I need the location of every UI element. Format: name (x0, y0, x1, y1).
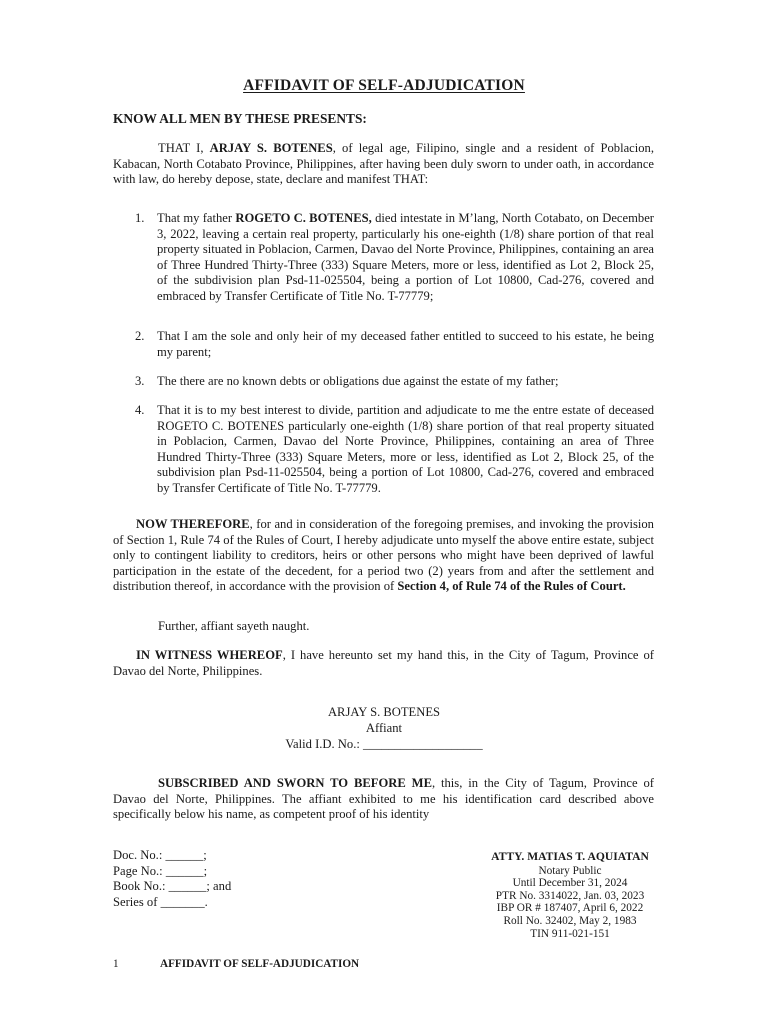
witness-body: , I have hereunto set my hand this, in the City of Tagum, Province of Davao del Norte, Philippines. (113, 648, 654, 678)
sworn-paragraph (113, 776, 654, 823)
notary-ptr: PTR No. 3314022, Jan. 03, 2023 (495, 889, 645, 902)
intro-pre: THAT I, (158, 141, 210, 155)
intro-post: , of legal age, Filipino, single and a resident of Poblacion, Kabacan, North Cotabato Province, Philippines, after having been duly sworn to under oath, in accordance with law, do hereby depose, state, declare and manifest THAT: (113, 141, 654, 187)
item-text: The there are no known debts or obligations due against the estate of my father; (157, 374, 559, 388)
now-therefore-body: , for and in consideration of the foregoing premises, and invoking the provision of Section 1, Rule 74 of the Rules of Court, I hereby adjudicate unto myself the above entire estate, subject only to contingent liability to creditors, heirs or other persons who might have been deprived of lawful participation in the estate of the decedent, for a period two (2) years from and after the settlement and distribution thereof, in accordance with the provision of (113, 517, 654, 594)
page-footer (113, 957, 359, 973)
item-text (157, 211, 654, 305)
item-number: 2. (135, 329, 145, 343)
affiant-name-inline: ARJAY S. BOTENES (209, 141, 333, 155)
page-no-line: Page No.: ______; (113, 863, 208, 878)
now-therefore-paragraph (113, 517, 654, 595)
book-no-line: Book No.: ______; and (113, 879, 232, 894)
now-therefore-lead: NOW THEREFORE (136, 517, 250, 531)
item-text-pre: That my father (157, 211, 236, 225)
further-statement: Further, affiant sayeth naught. (158, 619, 310, 633)
know-all-heading: KNOW ALL MEN BY THESE PRESENTS: (113, 111, 367, 126)
notary-tin: TIN 911-021-151 (530, 927, 610, 940)
valid-id-line: Valid I.D. No.: ___________________ (285, 737, 483, 751)
decedent-name: ROGETO C. BOTENES, (235, 211, 372, 225)
item-number: 1. (135, 211, 145, 225)
intro-paragraph (113, 141, 654, 188)
list-item (135, 403, 654, 497)
document-title: AFFIDAVIT OF SELF-ADJUDICATION (243, 77, 525, 94)
footer-title: AFFIDAVIT OF SELF-ADJUDICATION (160, 958, 360, 970)
item-text: That it is to my best interest to divide, partition and adjudicate to me the entre estate of deceased ROGETO C. BOTENES particularly one-eighth (1/8) share portion of that real property situated in Poblacion, Carmen, Davao del Norte Province, Philippines, containing an area of Three Hundred Thirty-Three (333) Square Meters, more or less, identified as Lot 2, Block 25, of the subdivision plan Psd-11-025504, being a portion of Lot 10800, Cad-276, covered and embraced by Transfer Certificate of Title No. T-77779. (157, 403, 654, 495)
page-number: 1 (113, 958, 119, 970)
document-references (113, 848, 231, 910)
item-number: 3. (135, 374, 145, 388)
notary-name: ATTY. MATIAS T. AQUIATAN (491, 850, 649, 863)
item-text: That I am the sole and only heir of my deceased father entitled to succeed to his estate, he being my parent; (157, 329, 654, 359)
notary-block (445, 851, 695, 940)
rule-reference: Section 4, of Rule 74 of the Rules of Court. (397, 579, 626, 594)
item-number: 4. (135, 403, 145, 417)
list-item (135, 374, 654, 390)
notary-title: Notary Public (538, 864, 602, 877)
notary-roll: Roll No. 32402, May 2, 1983 (503, 914, 637, 927)
list-item (135, 211, 654, 305)
doc-no-line: Doc. No.: ______; (113, 848, 207, 862)
affiant-signature-name: ARJAY S. BOTENES (327, 705, 441, 719)
notary-ibp: IBP OR # 187407, April 6, 2022 (496, 902, 644, 915)
witness-paragraph (113, 648, 654, 679)
sworn-lead: SUBSCRIBED AND SWORN TO BEFORE ME (158, 776, 432, 790)
affiant-role: Affiant (365, 721, 403, 735)
sworn-body: , this, in the City of Tagum, Province of Davao del Norte, Philippines. The affiant exhibited to me his identification card described above specifically below his name, as competent proof of his identity (113, 776, 654, 822)
list-item (135, 329, 654, 360)
notary-commission: Until December 31, 2024 (512, 877, 628, 890)
series-line: Series of _______. (113, 894, 208, 909)
witness-lead: IN WITNESS WHEREOF (136, 648, 283, 662)
item-text-post: died intestate in M’lang, North Cotabato, on December 3, 2022, leaving a certain real property, particularly his one-eighth (1/8) share portion of that real property situated in Poblacion, Carmen, Davao del Norte Province, Philippines, containing an area of Three Hundred Thirty-Three (333) Square Meters, more or less, identified as Lot 2, Block 25, of the subdivision plan Psd-11-025504, being a portion of Lot 10800, Cad-276, covered and embraced by Transfer Certificate of Title No. T-77779; (157, 211, 654, 303)
